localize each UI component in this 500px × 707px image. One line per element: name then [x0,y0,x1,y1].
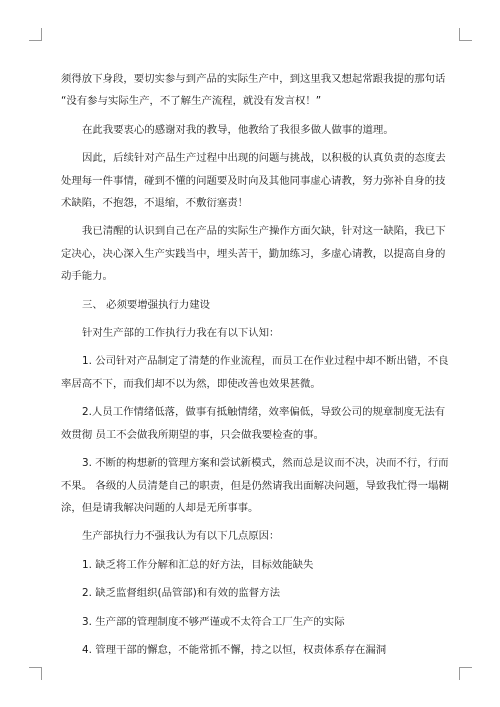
text-line: 2.人员工作情绪低落，做事有抵触情绪，效率偏低，导致公司的规章制度无法有 [82,406,446,419]
text-line: 2. 缺乏监督组织(品管部)和有效的监督方法 [82,587,280,600]
text-line: 生产部执行力不强我认为有以下几点原因： [82,530,280,543]
paragraph [61,294,441,316]
text-line: 针对生产部的工作执行力我在有以下认知： [82,327,280,340]
crop-mark-bottom-left [29,667,42,680]
crop-mark-bottom-right [459,667,472,680]
paragraph [61,68,446,113]
text-line: 1. 缺乏将工作分解和汇总的好方法，目标效能缺失 [82,558,314,571]
text-line: 3. 不断的构想新的管理方案和尝试新模式，然而总是议而不决，决而不行，行而 [82,457,449,470]
text-line: 效贯彻 员工不会做我所期望的事，只会做我要检查的事。 [61,428,325,441]
text-line: 我已清醒的认识到自己在产品的实际生产操作方面欠缺，针对这一缺陷，我已下 [82,225,446,238]
paragraph [61,525,441,547]
text-line: 不果。 各级的人员清楚自己的职责，但是仍然请我出面解决问题，导致我忙得一塌糊 [61,479,449,492]
text-line: 定决心，决心深入生产实践当中，埋头苦干，勤加练习，多虚心请教，以提高自身的 [61,247,446,260]
text-line: 术缺陷，不抱怨，不退缩，不敷衍塞责！ [61,197,249,210]
paragraph [61,119,441,141]
text-line: 三、 必须要增强执行力建设 [82,298,210,311]
paragraph [61,582,441,604]
paragraph [61,322,441,344]
paragraph [61,639,441,661]
text-line: 动手能力。 [61,270,113,283]
text-line: “没有参与实际生产，不了解生产流程，就没有发言权！” [61,95,322,108]
text-line: 率居高不下，而我们却不以为然，即使改善也效果甚微。 [61,377,321,390]
paragraph [61,452,449,519]
paragraph [61,220,446,287]
text-line: 涂，但是请我解决问题的人却是无所事事。 [61,501,259,514]
document-body [61,68,449,661]
text-line: 在此我要衷心的感谢对我的教导，他教给了我很多做人做事的道理。 [82,123,394,136]
paragraph [61,554,441,576]
text-line: 4. 管理干部的懈怠，不能常抓不懈，持之以恒，权责体系存在漏洞 [82,643,387,656]
paragraph [61,147,446,214]
text-line: 1. 公司针对产品制定了清楚的作业流程，而员工在作业过程中却不断出错，不良 [82,355,449,368]
text-line: 3. 生产部的管理制度不够严谨或不太符合工厂生产的实际 [82,615,345,628]
paragraph [61,350,449,395]
crop-mark-top-left [29,28,42,41]
text-line: 处理每一件事情，碰到不懂的问题要及时向及其他同事虚心请教，努力弥补自身的技 [61,174,446,187]
paragraph [61,401,446,446]
paragraph [61,611,441,633]
text-line: 因此，后续针对产品生产过程中出现的问题与挑战，以积极的认真负责的态度去 [82,152,446,165]
text-line: 须得放下身段，要切实参与到产品的实际生产中，到这里我又想起常跟我提的那句话 [61,73,446,85]
crop-mark-top-right [459,28,472,41]
